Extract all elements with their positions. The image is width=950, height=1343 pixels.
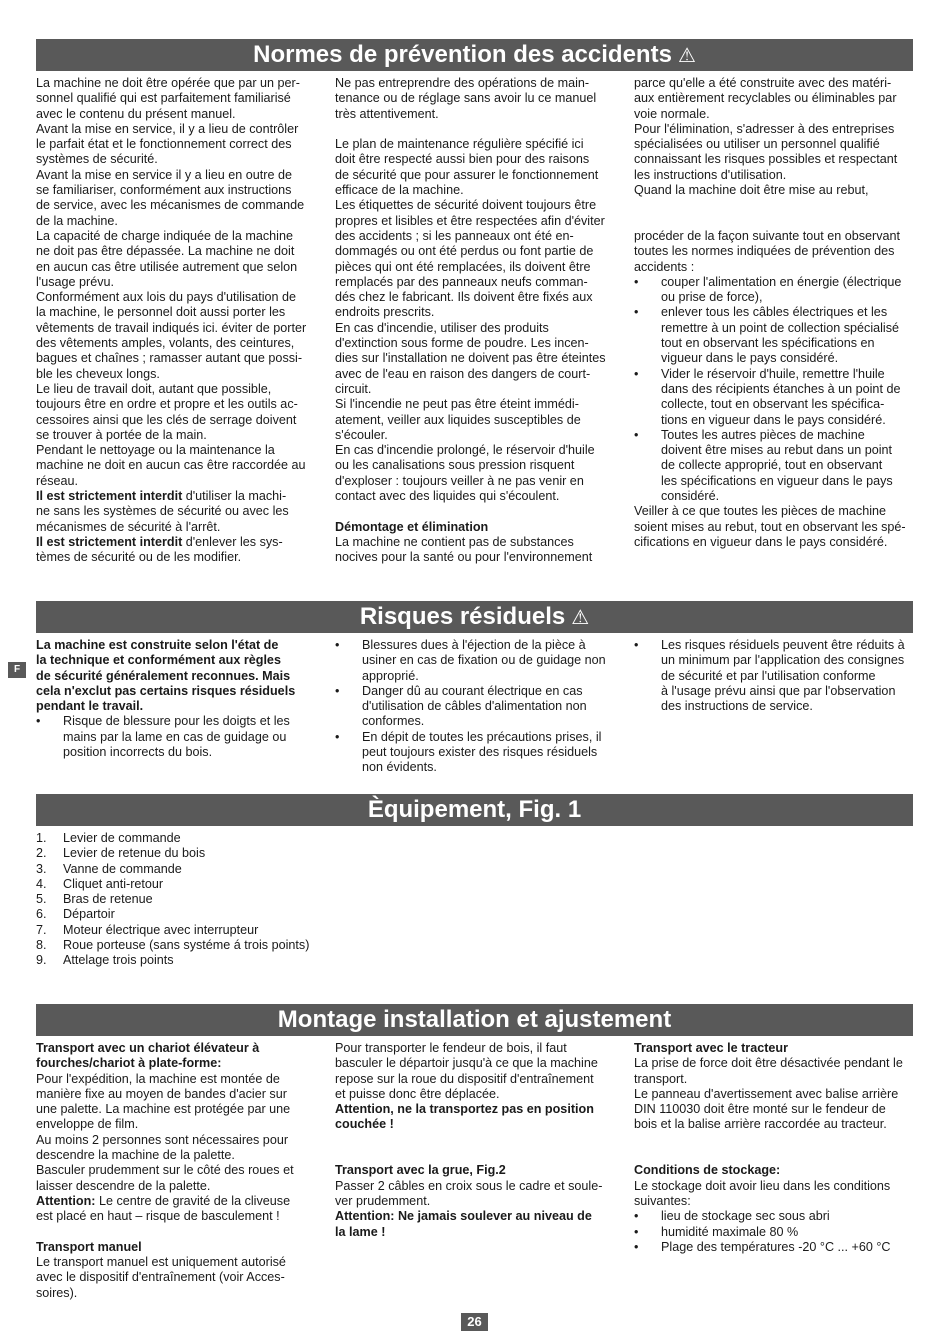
text-line: Le panneau d'avertissement avec balise arrière — [634, 1086, 899, 1101]
bullet-item — [634, 1209, 919, 1224]
text-line: endroits prescrits. — [335, 305, 435, 320]
text-line: Attention, ne la transportez pas en position — [335, 1102, 594, 1117]
text-line: la machine, le personnel doit aussi porter les — [36, 305, 286, 320]
text-line: procéder de la façon suivante tout en observant — [634, 228, 901, 243]
text-line: Attention: Ne jamais soulever au niveau de — [335, 1209, 592, 1224]
text-line: Pour l'expédition, la machine est montée de — [36, 1071, 280, 1086]
bold-text: Il est strictement interdit — [36, 489, 183, 504]
bullet-text: remettre à un point de collection spécialisé — [661, 320, 900, 335]
bullet-text: position incorrects du bois. — [63, 745, 213, 760]
bullet-icon: • — [634, 1209, 639, 1224]
text-line: transport. — [634, 1071, 688, 1086]
list-item — [36, 892, 436, 907]
text-line: dés chez le fabricant. Ils doivent être fixés aux — [335, 290, 593, 305]
text-line: bagues et chaînes ; ramasser autant que possi- — [36, 351, 303, 366]
text-line: toujours être en ordre et propre et les outils ac- — [36, 397, 298, 412]
bullet-item — [634, 1240, 919, 1255]
text-line: des vêtements amples, volants, des ceintures, — [36, 336, 295, 351]
item-label: Vanne de commande — [63, 861, 182, 876]
assembly-col2 — [335, 1041, 620, 1240]
bullet-icon: • — [634, 274, 639, 289]
body-text: Le centre de gravité de la cliveuse — [95, 1193, 291, 1208]
bullet-text: tout en observant les spécifications en — [661, 336, 875, 351]
section-header-accident-prevention — [36, 39, 913, 71]
item-number: 2. — [36, 846, 47, 861]
forklift-heading — [36, 1041, 321, 1072]
text-line: nocives pour la santé ou pour l'environnement — [335, 550, 593, 565]
text-line: de sécurité généralement reconnues. Mais — [36, 668, 291, 683]
text-line: Si l'incendie ne peut pas être éteint immédi- — [335, 397, 579, 412]
text-line: machine ne doit en aucun cas être raccordée au — [36, 458, 306, 473]
item-number: 5. — [36, 892, 47, 907]
text-line: Les étiquettes de sécurité doivent toujours être — [335, 198, 597, 213]
text-lines — [335, 535, 620, 566]
section-title: Risques résiduels — [359, 603, 566, 630]
text-line: La machine ne contient pas de substances — [335, 534, 574, 549]
section-title: Èquipement, Fig. 1 — [367, 796, 582, 823]
text-line: Pendant le nettoyage ou la maintenance la — [36, 443, 275, 458]
bullet-text: un minimum par l'application des consignes — [661, 653, 905, 668]
crane-attention-lines — [335, 1209, 620, 1240]
text-line: se familiariser, conformément aux instructions — [36, 183, 292, 198]
text-line: Pour transporter le fendeur de bois, il faut — [335, 1041, 567, 1055]
text-line: d'exploser : toujours veiller à ne pas venir en — [335, 473, 584, 488]
bullet-item — [634, 1225, 919, 1240]
section-header-residual-risks — [36, 601, 913, 633]
bullet-text: de collecte approprié, tout en observant — [661, 458, 883, 473]
text-line: repose sur la roue du dispositif d'entraînement — [335, 1071, 594, 1086]
section-title: Normes de prévention des accidents — [253, 41, 672, 68]
text-line: très attentivement. — [335, 106, 439, 121]
text-line: Quand la machine doit être mise au rebut, — [634, 183, 869, 198]
text-line: Avant la mise en service, il y a lieu de contrôler — [36, 121, 299, 136]
residual-risks-col3 — [634, 638, 919, 714]
bullet-list — [634, 1209, 919, 1255]
bullet-icon: • — [335, 683, 340, 698]
text-line: dommagés ou ont été perdus ou font partie de — [335, 244, 594, 259]
text-line: descendre la machine de la palette. — [36, 1148, 235, 1163]
attention-paragraph — [36, 1194, 321, 1209]
text-line: avec le dispositif d'entraînement (voir Acces- — [36, 1270, 285, 1285]
interdit-paragraph-1 — [36, 489, 321, 504]
item-label: Attelage trois points — [63, 953, 174, 968]
text-line: Veiller à ce que toutes les pièces de machine — [634, 504, 887, 519]
bullet-item — [634, 428, 919, 504]
item-label: Roue porteuse (sans systéme á trois points) — [63, 938, 310, 953]
item-number: 6. — [36, 907, 47, 922]
text-line: et puisse donc être déplacée. — [335, 1086, 500, 1101]
text-line: systèmes de sécurité. — [36, 152, 158, 167]
bullet-text: En dépit de toutes les précautions prises, il — [362, 729, 602, 744]
accident-prevention-col1 — [36, 76, 321, 566]
text-line: La prise de force doit être désactivée pendant le — [634, 1056, 903, 1071]
text-line: propres et lisibles et être respectées afin d'éviter — [335, 213, 605, 228]
text-line: tèmes de sécurité ou de les modifier. — [36, 550, 242, 565]
text-lines — [634, 1179, 919, 1210]
residual-risks-col1 — [36, 638, 321, 760]
text-line: pièces qui ont été remplacées, ils doivent être — [335, 259, 591, 274]
accident-prevention-col2 — [335, 76, 620, 566]
text-line: Transport avec un chariot élévateur à — [36, 1041, 260, 1055]
bullet-text: collecte, tout en observant les spécifica- — [661, 397, 885, 412]
text-line: En cas d'incendie, utiliser des produits — [335, 320, 549, 335]
list-item — [36, 923, 436, 938]
text-line: La machine ne doit être opérée que par un per- — [36, 76, 300, 90]
text-line: spécialisées ou utiliser un personnel qualifié — [634, 137, 880, 152]
item-number: 8. — [36, 938, 47, 953]
text-lines — [634, 1056, 919, 1132]
bullet-item — [634, 305, 919, 366]
bullet-icon: • — [634, 366, 639, 381]
item-label: Cliquet anti-retour — [63, 876, 164, 891]
text-line: voie normale. — [634, 106, 710, 121]
section-title: Montage installation et ajustement — [277, 1006, 672, 1033]
bullet-text: mains par la lame en cas de guidage ou — [63, 729, 287, 744]
text-line: DIN 110030 doit être monté sur le fendeur de — [634, 1102, 886, 1117]
bullet-text: Vider le réservoir d'huile, remettre l'huile — [661, 366, 885, 381]
bullet-item — [335, 730, 620, 776]
text-line: Passer 2 câbles en croix sous le cadre et soule- — [335, 1178, 603, 1193]
text-line: dies sur l'installation ne doivent pas être éteintes — [335, 351, 606, 366]
text-line: Avant la mise en service il y a lieu en outre de — [36, 167, 292, 182]
text-lines — [634, 76, 919, 198]
text-lines — [634, 229, 919, 275]
text-line: vêtements de travail indiqués ici. éviter de porter — [36, 320, 307, 335]
text-lines — [335, 1041, 620, 1102]
text-lines — [335, 1179, 620, 1210]
text-line: suivantes: — [634, 1193, 691, 1208]
text-lines — [36, 1072, 321, 1194]
item-label: Levier de retenue du bois — [63, 846, 206, 861]
text-line: des accidents ; si les panneaux ont été en- — [335, 228, 574, 243]
body-text: d'utiliser la machi- — [182, 489, 287, 504]
text-line: tenance ou de réglage sans avoir lu ce manuel — [335, 91, 597, 106]
text-line: toutes les normes indiquées de prévention des — [634, 244, 895, 259]
text-line: enveloppe de film. — [36, 1117, 139, 1132]
bullet-icon: • — [335, 638, 340, 652]
bullet-text: Les risques résiduels peuvent être réduits à — [661, 638, 905, 652]
bullet-text: Toutes les autres pièces de machine — [661, 427, 865, 442]
bullet-item — [634, 638, 919, 714]
bullet-list — [634, 275, 919, 504]
text-line: En cas d'incendie prolongé, le réservoir d'huile — [335, 443, 595, 458]
bullet-list — [634, 638, 919, 714]
text-lines — [634, 504, 919, 550]
text-line: mécanismes de sécurité à l'arrêt. — [36, 519, 221, 534]
crane-heading: Transport avec la grue, Fig.2 — [335, 1163, 506, 1178]
list-item — [36, 938, 436, 953]
bullet-icon: • — [36, 714, 41, 729]
text-line: Le lieu de travail doit, autant que possible, — [36, 381, 272, 396]
text-line: contact avec des liquides qui s'écoulent. — [335, 489, 560, 504]
text-line: Basculer prudemment sur le côté des roues et — [36, 1163, 294, 1178]
bullet-item — [36, 714, 321, 760]
text-line: manière fixe au moyen de bandes d'acier sur — [36, 1086, 287, 1101]
intro-bold-lines — [36, 638, 321, 714]
body-text: d'enlever les sys- — [182, 534, 283, 549]
bullet-text: tions en vigueur dans le pays considéré. — [661, 412, 886, 427]
text-line: ne doit pas être dépassée. La machine ne doit — [36, 244, 295, 259]
bullet-item — [634, 367, 919, 428]
text-line: l'usage prévu. — [36, 274, 115, 289]
bullet-text: ou prise de force), — [661, 290, 763, 305]
text-line: Ne pas entreprendre des opérations de main- — [335, 76, 590, 90]
bullet-icon: • — [634, 305, 639, 320]
text-lines — [335, 137, 620, 504]
bullet-text: de sécurité et par l'utilisation conforme — [661, 668, 876, 683]
bullet-item — [634, 275, 919, 306]
text-line: remplacés par des panneaux neufs comman- — [335, 274, 588, 289]
tractor-heading: Transport avec le tracteur — [634, 1041, 788, 1055]
bullet-icon: • — [634, 1224, 639, 1239]
item-number: 9. — [36, 953, 47, 968]
text-line: avec de l'eau en raison des dangers de court- — [335, 366, 591, 381]
storage-heading: Conditions de stockage: — [634, 1163, 781, 1178]
bullet-text: conformes. — [362, 714, 425, 729]
language-tab: F — [8, 662, 26, 678]
numbered-list — [36, 831, 436, 969]
warning-icon: ⚠ — [677, 45, 696, 67]
demontage-heading: Démontage et élimination — [335, 519, 489, 534]
text-line: Au moins 2 personnes sont nécessaires pour — [36, 1132, 289, 1147]
text-line: La machine est construite selon l'état de — [36, 638, 279, 652]
text-line: cessoires ainsi que les clés de serrage doivent — [36, 412, 297, 427]
text-line: basculer le départoir jusqu'à ce que la machine — [335, 1056, 598, 1071]
item-number: 7. — [36, 922, 47, 937]
bullet-list — [335, 638, 620, 776]
item-number: 4. — [36, 876, 47, 891]
bullet-text: doivent être mises au rebut dans un point — [661, 443, 893, 458]
manual-transport-heading: Transport manuel — [36, 1239, 142, 1254]
text-line: atement, veiller aux liquides susceptibles de — [335, 412, 581, 427]
bullet-icon: • — [634, 1239, 639, 1254]
text-line: la technique et conformément aux règles — [36, 653, 281, 668]
bullet-text: d'utilisation de câbles d'alimentation non — [362, 699, 587, 714]
text-line: pendant le travail. — [36, 699, 144, 714]
text-line: la lame ! — [335, 1224, 386, 1239]
text-line: avec le contenu du présent manuel. — [36, 106, 236, 121]
section-header-equipment — [36, 794, 913, 826]
bullet-text: enlever tous les câbles électriques et les — [661, 305, 888, 320]
text-line: s'écouler. — [335, 427, 388, 442]
list-item — [36, 877, 436, 892]
text-line: cifications en vigueur dans le pays considéré. — [634, 534, 888, 549]
assembly-col3 — [634, 1041, 919, 1255]
bullet-text: lieu de stockage sec sous abri — [661, 1209, 830, 1224]
text-line: ne sans les systèmes de sécurité ou avec les — [36, 504, 289, 519]
text-line: Le plan de maintenance régulière spécifié ici — [335, 137, 584, 152]
text-line: ver prudemment. — [335, 1193, 431, 1208]
bullet-item — [335, 684, 620, 730]
text-line: se trouver à portée de la main. — [36, 427, 207, 442]
page-number: 26 — [461, 1313, 488, 1331]
bullet-item — [335, 638, 620, 684]
list-item — [36, 907, 436, 922]
bullet-text: humidité maximale 80 % — [661, 1224, 799, 1239]
item-label: Départoir — [63, 907, 115, 922]
bullet-text: non évidents. — [362, 760, 437, 775]
text-line: La capacité de charge indiquée de la machine — [36, 228, 293, 243]
section-header-assembly — [36, 1004, 913, 1036]
text-line: de sécurité que pour assurer le fonctionnement — [335, 167, 599, 182]
text-line: couchée ! — [335, 1117, 394, 1132]
text-line: d'extinction sous forme de poudre. Les incen- — [335, 336, 589, 351]
bullet-icon: • — [634, 638, 639, 652]
text-line: de la machine. — [36, 213, 118, 228]
warning-icon: ⚠ — [571, 607, 590, 629]
item-label: Bras de retenue — [63, 892, 153, 907]
text-line: les instructions d'utilisation. — [634, 167, 787, 182]
text-line: cela n'exclut pas certains risques résiduels — [36, 683, 296, 698]
text-line: accidents : — [634, 259, 695, 274]
text-lines — [36, 550, 321, 565]
text-line: Le transport manuel est uniquement autorisé — [36, 1255, 286, 1270]
list-item — [36, 846, 436, 861]
text-line: soient mises au rebut, tout en observant les spé- — [634, 519, 906, 534]
bullet-text: peut toujours exister des risques résiduels — [362, 745, 598, 760]
text-line: doit être respecté aussi bien pour des raisons — [335, 152, 590, 167]
bullet-text: Plage des températures -20 °C ... +60 °C — [661, 1239, 891, 1254]
bullet-text: considéré. — [661, 489, 720, 504]
text-lines — [36, 76, 321, 489]
bullet-text: Blessures dues à l'éjection de la pièce à — [362, 638, 586, 652]
list-item — [36, 862, 436, 877]
text-line: soires). — [36, 1285, 78, 1300]
text-line: Le stockage doit avoir lieu dans les conditions — [634, 1178, 891, 1193]
bullet-icon: • — [335, 729, 340, 744]
list-item — [36, 831, 436, 846]
text-line: parce qu'elle a été construite avec des matéri- — [634, 76, 892, 90]
text-line: ble les cheveux longs. — [36, 366, 160, 381]
item-number: 3. — [36, 861, 47, 876]
text-line: Conformément aux lois du pays d'utilisation de — [36, 290, 297, 305]
text-line: connaissant les risques possibles et respectant — [634, 152, 898, 167]
bullet-text: Danger dû au courant électrique en cas — [362, 683, 583, 698]
bullet-text: couper l'alimentation en énergie (électrique — [661, 274, 902, 289]
text-lines — [335, 76, 620, 122]
text-lines — [36, 1209, 321, 1224]
text-line: aux entièrement recyclables ou éliminables par — [634, 91, 897, 106]
item-label: Levier de commande — [63, 831, 181, 845]
bullet-text: Risque de blessure pour les doigts et les — [63, 714, 290, 729]
bold-text: Il est strictement interdit — [36, 534, 183, 549]
text-line: bois et la balise arrière raccordée au tracteur. — [634, 1117, 887, 1132]
bullet-text: usiner en cas de fixation ou de guidage non — [362, 653, 606, 668]
text-line: Pour l'élimination, s'adresser à des entreprises — [634, 121, 895, 136]
text-lines — [36, 504, 321, 535]
text-line: une palette. La machine est protégée par une — [36, 1102, 291, 1117]
bullet-text: vigueur dans le pays considéré. — [661, 351, 839, 366]
item-label: Moteur électrique avec interrupteur — [63, 922, 259, 937]
text-line: laisser descendre de la palette. — [36, 1178, 211, 1193]
text-line: efficace de la machine. — [335, 183, 464, 198]
item-number: 1. — [36, 831, 47, 845]
bold-text: Attention: — [36, 1193, 96, 1208]
bullet-list — [36, 714, 321, 760]
accident-prevention-col3 — [634, 76, 919, 550]
interdit-paragraph-2 — [36, 535, 321, 550]
text-line: fourches/chariot à plate-forme: — [36, 1056, 222, 1071]
text-line: réseau. — [36, 473, 79, 488]
text-lines — [36, 1255, 321, 1301]
text-line: ou les canalisations sous pression risquent — [335, 458, 575, 473]
list-item — [36, 953, 436, 968]
assembly-col1 — [36, 1041, 321, 1301]
bullet-text: des instructions de service. — [661, 699, 813, 714]
text-line: de service, avec les mécanismes de commande — [36, 198, 305, 213]
bullet-text: dans des récipients étanches à un point de — [661, 381, 901, 396]
text-line: circuit. — [335, 381, 372, 396]
bullet-text: à l'usage prévu ainsi que par l'observation — [661, 683, 896, 698]
text-line: le parfait état et le fonctionnement correct des — [36, 137, 292, 152]
text-line: est placé en haut – risque de basculement ! — [36, 1209, 280, 1224]
bullet-icon: • — [634, 427, 639, 442]
attention-lines — [335, 1102, 620, 1133]
equipment-list — [36, 831, 436, 969]
text-line: en aucun cas être utilisée autrement que selon — [36, 259, 298, 274]
residual-risks-col2 — [335, 638, 620, 776]
bullet-text: approprié. — [362, 668, 419, 683]
text-line: sonnel qualifié qui est parfaitement familiarisé — [36, 91, 291, 106]
bullet-text: les spécifications en vigueur dans le pays — [661, 473, 893, 488]
